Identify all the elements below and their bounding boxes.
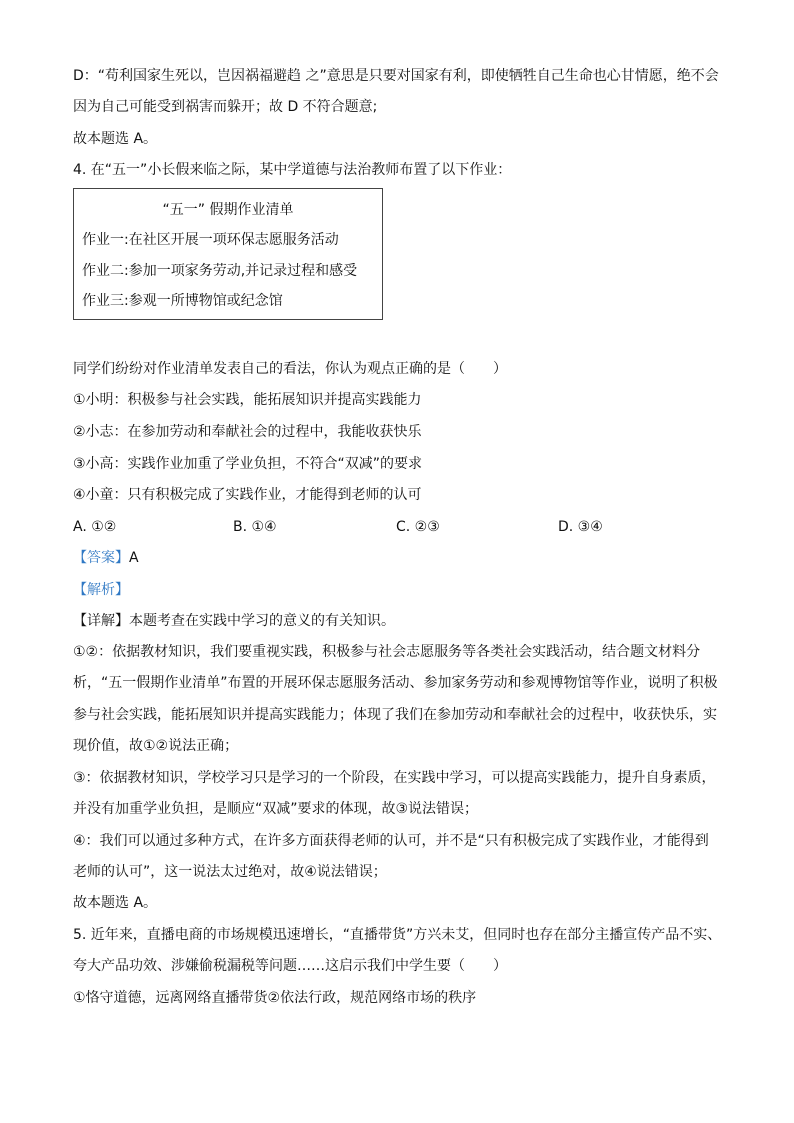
- statement: ①小明：积极参与社会实践，能拓展知识并提高实践能力: [73, 392, 422, 408]
- answer-line: [73, 549, 139, 567]
- explanation-line: 现价值，故①②说法正确；: [73, 738, 239, 754]
- statement: ②小志：在参加劳动和奉献社会的过程中，我能收获快乐: [73, 424, 422, 440]
- explanation-line: 参与社会实践，能拓展知识并提高实践能力；体现了我们在参加劳动和奉献社会的过程中，收获快乐，实: [73, 707, 717, 723]
- explanation-line: 故本题选 A。: [73, 895, 158, 911]
- text-line: 故本题选 A。: [73, 131, 158, 147]
- explanation-line: 并没有加重学业负担，是顺应“双减”要求的体现，故③说法错误；: [73, 801, 479, 817]
- question-5-line: 夸大产品功效、涉嫌偷税漏税等问题……这启示我们中学生要（ ）: [73, 958, 507, 974]
- option-b: B. ①④: [233, 519, 277, 535]
- explanation-line: ④：我们可以通过多种方式，在许多方面获得老师的认可，并不是“只有积极完成了实践作业，才能得到: [73, 833, 709, 849]
- homework-item: 作业二:参加一项家务劳动,并记录过程和感受: [82, 263, 358, 279]
- statement: ③小高：实践作业加重了学业负担，不符合“双减”的要求: [73, 456, 423, 472]
- text-line: 因为自己可能受到祸害而躲开；故 D 不符合题意;: [73, 99, 378, 115]
- explanation-line: ①②：依据教材知识，我们要重视实践，积极参与社会志愿服务等各类社会实践活动，结合题文材料分: [73, 644, 701, 660]
- homework-item: 作业一:在社区开展一项环保志愿服务活动: [82, 232, 339, 248]
- homework-item: 作业三:参观一所博物馆或纪念馆: [82, 293, 283, 309]
- explanation-line: 析，“五一假期作业清单”布置的开展环保志愿服务活动、参加家务劳动和参观博物馆等作业，说明了积极: [73, 675, 718, 691]
- question-4-title: 4. 在“五一”小长假来临之际，某中学道德与法治教师布置了以下作业：: [73, 162, 512, 178]
- statement: ④小童：只有积极完成了实践作业，才能得到老师的认可: [73, 487, 422, 503]
- answer-value: A: [129, 550, 139, 566]
- explanation-line: ③：依据教材知识，学校学习只是学习的一个阶段，在实践中学习，可以提高实践能力，提升自身素质，: [73, 770, 716, 786]
- homework-list-title: “五一” 假期作业清单: [162, 202, 294, 218]
- explanation-line: 老师的认可”，这一说法太过绝对，故④说法错误；: [73, 864, 387, 880]
- answer-label: 【答案】: [73, 550, 129, 566]
- option-d: D. ③④: [558, 519, 603, 535]
- option-c: C. ②③: [396, 519, 440, 535]
- analysis-label: 【解析】: [73, 582, 129, 598]
- question-5-line: 5. 近年来，直播电商的市场规模迅速增长，“直播带货”方兴未艾，但同时也存在部分主播宣传产品不实、: [73, 927, 722, 943]
- option-a: A. ①②: [73, 519, 117, 535]
- homework-list-box: [73, 188, 383, 320]
- detail-line: 【详解】本题考查在实践中学习的意义的有关知识。: [73, 613, 395, 629]
- question-5-line: ①恪守道德，远离网络直播带货②依法行政，规范网络市场的秩序: [73, 990, 477, 1006]
- question-4-stem: 同学们纷纷对作业清单发表自己的看法，你认为观点正确的是（ ）: [73, 361, 507, 377]
- text-line: D：“苟利国家生死以，岂因祸福避趋 之”意思是只要对国家有利，即使牺牲自己生命也心甘情愿，绝不会: [73, 68, 719, 84]
